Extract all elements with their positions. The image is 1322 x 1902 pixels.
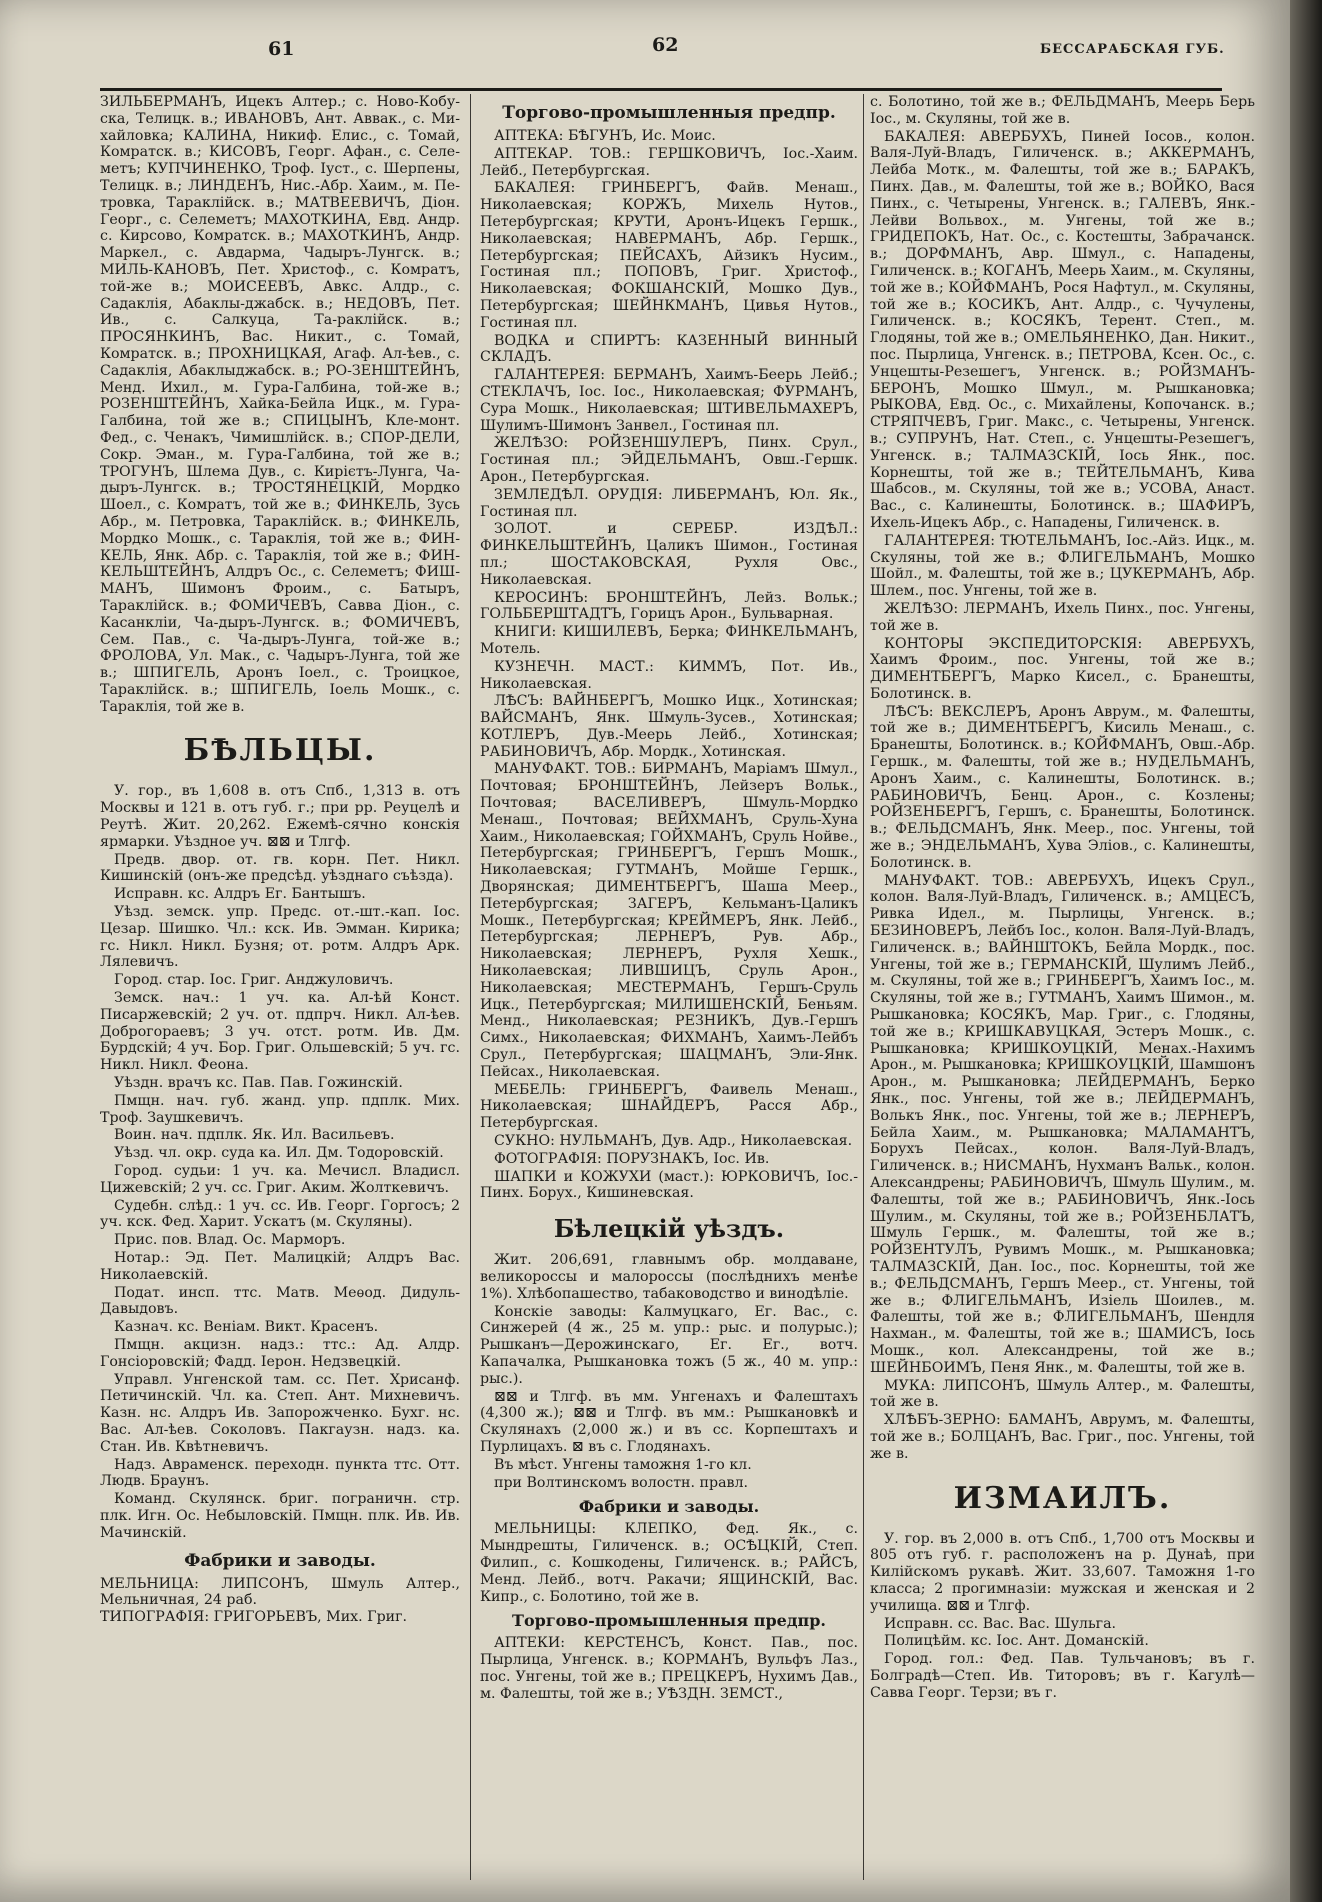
- business-entry: КЕРОСИНЪ: БРОНШТЕЙНЪ, Лейз. Вольк.; ГОЛЬБЕРШТАДТЪ, Горицъ Арон., Бульварная.: [480, 589, 858, 623]
- official-entry: Предв. двор. от. гв. корн. Пет. Никл. Кишинскій (онъ-же предсѣд. уѣзднаго съѣзда).: [100, 851, 460, 885]
- official-entry: Город. гол.: Фед. Пав. Тульчановъ; въ г. Болградѣ—Степ. Ив. Титоровъ; въ г. Кагулѣ—Савва Георг. Терзи; въ г.: [870, 1651, 1255, 1701]
- district-description: ⊠⊠ и Тлгф. въ мм. Унгенахъ и Фалештахъ (4,300 ж.); ⊠⊠ и Тлгф. въ мм.: Рышкановкѣ и Скулянахъ (2,000 ж.) и въ сс. Корпештахъ и Пурлицахъ. ⊠ въ с. Глодянахъ.: [480, 1388, 858, 1455]
- official-entry: Полицѣйм. кс. Іос. Ант. Доманскій.: [884, 1633, 1149, 1650]
- business-entry: КУЗНЕЧН. МАСТ.: КИММЪ, Пот. Ив., Николаевская.: [480, 658, 858, 692]
- official-entry: Уѣзд. чл. окр. суда ка. Ил. Дм. Тодоровскій.: [114, 1145, 444, 1162]
- business-entry: ФОТОГРАФІЯ: ПОРУЗНАКЪ, Іос. Ив.: [494, 1150, 770, 1167]
- section-title-beltsy: БѢЛЬЦЫ.: [183, 733, 377, 769]
- district-description: при Волтинскомъ волостн. правл.: [494, 1474, 749, 1491]
- column-2: [480, 94, 858, 1880]
- official-entry: Воин. нач. пдплк. Як. Ил. Васильевъ.: [114, 1127, 395, 1144]
- subsection-title: Торгово-промышленныя предпр.: [512, 1611, 826, 1631]
- running-head: БЕССАРАБСКАЯ ГУБ.: [1040, 42, 1225, 57]
- official-entry: Пмщн. акцизн. надз.: ттс.: Ад. Алдр. Гонсіоровскій; Фадд. Іерон. Недзвецкій.: [100, 1336, 460, 1370]
- page-header: [0, 30, 1260, 70]
- business-entry: ХЛѢБЪ-ЗЕРНО: БАМАНЪ, Аврумъ, м. Фалешты, той же в.; БОЛЦАНЪ, Вас. Григ., пос. Унгены, той же в.: [870, 1412, 1255, 1462]
- business-entry: ЗОЛОТ. и СЕРЕБР. ИЗДѢЛ.: ФИНКЕЛЬШТЕЙНЪ, Цаликъ Шимон., Гостиная пл.; ШОСТАКОВСКАЯ, Рухля Овс., Николаевская.: [480, 521, 858, 588]
- business-entry: БАКАЛЕЯ: АВЕРБУХЪ, Пиней Іосов., колон. Валя-Луй-Владъ, Гиличенск. в.; АККЕРМАНЪ, Лейба Мотк., м. Фалешты, той же в.; БАРАКЪ, Пинх. Дав., м. Фалешты, той же в.; ВОЙКО, Вася Пинх., с. Четырены, Унгенск. в.; ГАЛЕВЪ, Янк.-Лейви Вольвох., м. Унгены, той же в.; ГРИДЕПОКЪ, Нат. Ос., с. Костешты, Забрачанск. в.; ДОРФМАНЪ, Авр. Шмул., с. Нападены, Гиличенск. в.; КОГАНЪ, Меерь Хаим., м. Скуляны, той же в.; КОЙФМАНЪ, Рося Нафтул., м. Скуляны, той же в.; КОСИКЪ, Ант. Алдр., с. Чучулены, Гиличенск. в.; КОСЯКЪ, Терент. Степ., м. Глодяны, той же в.; ОМЕЛЬЯНЕНКО, Дан. Никит., пос. Пырлица, Унгенск. в.; ПЕТРОВА, Ксен. Ос., с. Унцешты-Резешегъ, Унгенск. в.; РОЙЗМАНЪ-БЕРОНЪ, Мошко Шмул., м. Рышкановка; РЫКОВА, Евд. Ос., с. Михайлены, Копочанск. в.; СТРЯПЧЕВЪ, Григ. Макс., с. Четырены, Унгенск. в.; СУПРУНЪ, Нат. Степ., с. Унцешты-Резешегъ, Унгенск. в.; ТАЛМАЗСКІЙ, Іось Янк., пос. Корнешты, той же в.; ТЕЙТЕЛЬМАНЪ, Кива Шабсов., м. Скуляны, той же в.; УСОВА, Анаст. Вас., с. Калинешты, Болотинск. в.; ШАФИРЪ, Ихель-Ицекъ Абр., с. Нападены, Гиличенск. в.: [870, 128, 1255, 531]
- official-entry: Казнач. кс. Веніам. Викт. Красенъ.: [114, 1319, 379, 1336]
- official-entry: Уѣздн. врачъ кс. Пав. Пав. Гожинскій.: [114, 1075, 403, 1092]
- official-entry: Команд. Скулянск. бриг. пограничн. стр. плк. Игн. Ос. Небыловскій. Пмщн. плк. Ив. Ив. Мачинскій.: [100, 1491, 460, 1541]
- official-entry: Город. стар. Іос. Григ. Анджуловичъ.: [114, 972, 394, 989]
- district-description: Конскіе заводы: Калмуцкаго, Ег. Вас., с. Синжерей (4 ж., 25 м. упр.: рыс. и полурыс.); Рышканъ—Дерожинскаго, Ег. Ег., вотч. Капачалка, Рышкановка тожъ (5 ж., 40 м. упр.: рыс.).: [480, 1303, 858, 1387]
- page-number-left: 61: [268, 38, 295, 60]
- business-entry: МАНУФАКТ. ТОВ.: АВЕРБУХЪ, Ицекъ Срул., колон. Валя-Луй-Владъ, Гиличенск. в.; АМЦЕСЪ, Ривка Идел., м. Пырлицы, Унгенск. в.; БЕЗИНОВЕРЪ, Лейбъ Іос., колон. Валя-Луй-Владъ, Гиличенск. в.; ВАЙНШТОКЪ, Бейла Мордк., пос. Унгены, той же в.; ГЕРМАНСКІЙ, Шулимъ Лейб., м. Скуляны, той же в.; ГРИНБЕРГЪ, Хаимъ Іос., м. Скуляны, той же в.; ГУТМАНЪ, Хаимъ Шимон., м. Рышкановка; КОСЯКЪ, Мар. Григ., с. Глодяны, той же в.; КРИШКАВУЦКАЯ, Эстеръ Мошк., с. Рышкановка; КРИШКОУЦКІЙ, Менах.-Нахимъ Арон., м. Рышкановка; КРИШКОУЦКІЙ, Шамшонъ Арон., м. Рышкановка; ЛЕЙДЕРМАНЪ, Берко Янк., пос. Унгены, той же в.; ЛЕЙДЕРМАНЪ, Волькъ Янк., пос. Унгены, той же в.; ЛЕРНЕРЪ, Бейла Хаим., м. Рышкановка; МАЛАМАНТЪ, Борухъ Пейсах., колон. Валя-Луй-Владъ, Гиличенск. в.; НИСМАНЪ, Нухманъ Вальк., колон. Александрены; РАБИНОВИЧЪ, Шмуль Шулим., м. Фалешты, той же в.; РАБИНОВИЧЪ, Янк.-Іось Шулим., м. Скуляны, той же в.; РОЙЗЕНБЛАТЪ, Шмуль Гершк., м. Фалешты, той же в.; РОЙЗЕНТУЛЪ, Рувимъ Мошк., м. Рышкановка; ТАЛМАЗСКІЙ, Дан. Іос., пос. Корнешты, той же в.; ФЕЛЬДСМАНЪ, Гершъ Меер., ст. Унгены, той же в.; ФЛИГЕЛЬМАНЪ, Изіель Шоилев., м. Фалешты, той же в.; ФЛИГЕЛЬМАНЪ, Шендля Нахман., м. Фалешты, той же в.; ШАМИСЪ, Іось Мошк., кол. Александрены, той же в.; ШЕЙНБОИМЪ, Пеня Янк., м. Фалешты, той же в.: [870, 872, 1255, 1376]
- section-title-izmail: ИЗМАИЛЪ.: [953, 1480, 1172, 1516]
- column-divider-1: [470, 94, 471, 1880]
- business-entry: ЗЕМЛЕДѢЛ. ОРУДІЯ: ЛИБЕРМАНЪ, Юл. Як., Гостиная пл.: [480, 486, 858, 520]
- business-entry: МЕЛЬНИЦА: ЛИПСОНЪ, Шмуль Алтер., Мельничная, 24 раб.: [100, 1575, 460, 1609]
- official-entry: Город. судьи: 1 уч. ка. Мечисл. Владисл. Цижевскій; 2 уч. сс. Григ. Аким. Жолткевичъ.: [100, 1163, 460, 1196]
- business-entry: СУКНО: НУЛЬМАНЪ, Дув. Адр., Николаевская.: [494, 1133, 853, 1150]
- town-description: У. гор. въ 2,000 в. отъ Спб., 1,700 отъ Москвы и 805 отъ губ. г. расположенъ на р. Дунаѣ, при Килійскомъ рукавѣ. Жит. 33,607. Таможня 1-го класса; 2 прогимназіи: мужская и женская и 2 училища. ⊠⊠ и Тлгф.: [870, 1530, 1255, 1614]
- business-entry: КНИГИ: КИШИЛЕВЪ, Берка; ФИНКЕЛЬМАНЪ, Мотель.: [480, 624, 858, 657]
- business-entry: с. Болотино, той же в.; ФЕЛЬДМАНЪ, Меерь Берь Іос., м. Скуляны, той же в.: [870, 94, 1255, 127]
- town-description: У. гор., въ 1,608 в. отъ Спб., 1,313 в. отъ Москвы и 121 в. отъ губ. г.; при рр. Реуцелѣ и Реутѣ. Жит. 20,262. Ежемѣ-сячно конскія ярмарки. Уѣздное уч. ⊠⊠ и Тлгф.: [100, 783, 460, 850]
- business-entry: АПТЕКА: БѢГУНЪ, Ис. Моис.: [494, 128, 716, 144]
- subsection-title: Фабрики и заводы.: [578, 1497, 760, 1517]
- business-entry: ГАЛАНТЕРЕЯ: ТЮТЕЛЬМАНЪ, Іос.-Айз. Ицк., м. Скуляны, той же в.; ФЛИГЕЛЬМАНЪ, Мошко Шойл., м. Фалешты, той же в.; ЦУКЕРМАНЪ, Абр. Шлем., пос. Унгены, той же в.: [870, 532, 1255, 600]
- book-edge: [1290, 0, 1322, 1902]
- official-entry: Подат. инсп. ттс. Матв. Меѳод. Дидуль-Давыдовъ.: [100, 1284, 460, 1318]
- business-entry: ЛѢСЪ: ВЕКСЛЕРЪ, Аронъ Аврум., м. Фалешты, той же в.; ДИМЕНТБЕРГЪ, Кисиль Менаш., с. Бранешты, Болотинск. в.; КОЙФМАНЪ, Овш.-Абр. Гершк., м. Фалешты, той же в.; НУДЕЛЬМАНЪ, Аронъ Хаим., с. Калинешты, Болотинск. в.; РАБИНОВИЧЪ, Бенц. Арон., с. Козлены; РОЙЗЕНБЕРГЪ, Гершъ, с. Бранешты, Болотинск. в.; ФЕЛЬДСМАНЪ, Янк. Меер., пос. Унгены, той же в.; ЭНДЕЛЬМАНЪ, Хува Эліов., с. Калинешты, Болотинск. в.: [870, 703, 1255, 871]
- business-entry: ТИПОГРАФІЯ: ГРИГОРЬЕВЪ, Мих. Григ.: [100, 1609, 408, 1626]
- district-description: Въ мѣст. Унгены таможня 1-го кл.: [494, 1456, 752, 1473]
- column-1: [100, 94, 460, 1880]
- business-entry: АПТЕКАР. ТОВ.: ГЕРШКОВИЧЪ, Іос.-Хаим. Лейб., Петербургская.: [480, 145, 858, 179]
- official-entry: Управл. Унгенской там. сс. Пет. Хрисанф. Петичинскій. Чл. ка. Степ. Ант. Михневичъ. Казн. нс. Алдръ Ив. Запорожченко. Бухг. нс. Вас. Ал-ѣев. Соколовъ. Пакгаузн. надз. ка. Стан. Ив. Квѣтневичъ.: [100, 1371, 460, 1455]
- business-entry: БАКАЛЕЯ: ГРИНБЕРГЪ, Файв. Менаш., Николаевская; КОРЖЪ, Михель Нутов., Петербургская; КРУТИ, Аронъ-Ицекъ Гершк., Николаевская; НАВЕРМАНЪ, Абр. Гершк., Петербургская; ПЕЙСАХЪ, Айзикъ Нусим., Гостиная пл.; ПОПОВЪ, Григ. Христоф., Николаевская; ФОКШАНСКІЙ, Мошко Дув., Петербургская; ШЕЙНКМАНЪ, Цивья Нутов., Гостиная пл.: [480, 180, 858, 331]
- business-entry: ШАПКИ и КОЖУХИ (маст.): ЮРКОВИЧЪ, Іос.-Пинх. Борух., Кишиневская.: [480, 1168, 858, 1202]
- business-entry: ЖЕЛѢЗО: РОЙЗЕНШУЛЕРЪ, Пинх. Срул., Гостиная пл.; ЭЙДЕЛЬМАНЪ, Овш.-Гершк. Арон., Петербургская.: [480, 435, 858, 485]
- official-entry: Уѣзд. земск. упр. Предс. от.-шт.-кап. Іос. Цезар. Шишко. Чл.: кск. Ив. Эмман. Кирика; гс. Никл. Никл. Бузня; от. ротм. Алдръ Арк. Лялевичъ.: [100, 904, 460, 971]
- official-entry: Судебн. слѣд.: 1 уч. сс. Ив. Георг. Горгосъ; 2 уч. кск. Фед. Харит. Ускатъ (м. Скуляны).: [100, 1197, 460, 1231]
- official-entry: Исправн. сс. Вас. Вас. Шульга.: [884, 1615, 1117, 1632]
- page-number: 62: [652, 34, 679, 56]
- official-entry: Исправн. кс. Алдръ Ег. Бантышъ.: [114, 886, 366, 903]
- column-3: [870, 94, 1255, 1880]
- district-description: Жит. 206,691, главнымъ обр. молдаване, великороссы и малороссы (послѣднихъ менѣе 1%). Хлѣбопашество, табаководство и винодѣліе.: [480, 1252, 858, 1302]
- business-entry: ЛѢСЪ: ВАЙНБЕРГЪ, Мошко Ицк., Хотинская; ВАЙСМАНЪ, Янк. Шмуль-Зусев., Хотинская; КОТЛЕРЪ, Дув.-Меерь Лейб., Хотинская; РАБИНОВИЧЪ, Абр. Мордк., Хотинская.: [480, 693, 858, 760]
- official-entry: Прис. пов. Влад. Ос. Марморъ.: [114, 1232, 346, 1249]
- official-entry: Нотар.: Эд. Пет. Малицкій; Алдръ Вас. Николаевскій.: [100, 1250, 460, 1283]
- business-entry: МЕЛЬНИЦЫ: КЛЕПКО, Фед. Як., с. Мындрешты, Гиличенск. в.; ОСѢЦКІЙ, Степ. Филип., с. Кошкодены, Гиличенск. в.; РАЙСЪ, Менд. Лейб., вотч. Ракачи; ЯЩИНСКІЙ, Вас. Кипр., с. Болотино, той же в.: [480, 1521, 858, 1605]
- business-entry: КОНТОРЫ ЭКСПЕДИТОРСКІЯ: АВЕРБУХЪ, Хаимъ Фроим., пос. Унгены, той же в.; ДИМЕНТБЕРГЪ, Марко Кисел., с. Бранешты, Болотинск. в.: [870, 635, 1255, 702]
- subsection-title: Торгово-промышленныя предпр.: [502, 103, 836, 123]
- column-divider-2: [863, 94, 864, 1880]
- official-entry: Земск. нач.: 1 уч. ка. Ал-ѣй Конст. Писаржевскій; 2 уч. от. пдпрч. Никл. Ал-ѣев. Доброгораевъ; 3 уч. отст. ротм. Ив. Дм. Бурдскій; 4 уч. Бор. Григ. Ольшевскій; 5 уч. гс. Никл. Никл. Феона.: [100, 990, 460, 1074]
- business-entry: МАНУФАКТ. ТОВ.: БИРМАНЪ, Маріамъ Шмул., Почтовая; БРОНШТЕЙНЪ, Лейзеръ Вольк., Почтовая; ВАСЕЛИВЕРЪ, Шмуль-Мордко Менаш., Почтовая; ВЕЙХМАНЪ, Сруль-Хуна Хаим., Николаевская; ГОЙХМАНЪ, Сруль Нойве., Петербургская; ГРИНБЕРГЪ, Гершъ Мошк., Николаевская; ГУТМАНЪ, Мойше Гершк., Дворянская; ДИМЕНТБЕРГЪ, Шаша Меер., Петербургская; ЗАГЕРЪ, Кельманъ-Цаликъ Мошк., Петербургская; КРЕЙМЕРЪ, Янк. Лейб., Петербургская; ЛЕРНЕРЪ, Рув. Абр., Николаевская; ЛЕРНЕРЪ, Рухля Хешк., Николаевская; ЛИВШИЦЪ, Сруль Арон., Николаевская; МЕСТЕРМАНЪ, Гершъ-Сруль Ицк., Петербургская; МИЛИШЕНСКІЙ, Беньям. Менд., Николаевская; РЕЗНИКЪ, Дув.-Гершъ Симх., Николаевская; ФИХМАНЪ, Хаимъ-Лейбъ Срул., Петербургская; ШАЦМАНЪ, Эли-Янк. Пейсах., Николаевская.: [480, 761, 858, 1080]
- business-entry: ВОДКА и СПИРТЪ: КАЗЕННЫЙ ВИННЫЙ СКЛАДЪ.: [480, 332, 858, 366]
- business-entry: ГАЛАНТЕРЕЯ: БЕРМАНЪ, Хаимъ-Беерь Лейб.; СТЕКЛАЧЪ, Іос. Іос., Николаевская; ФУРМАНЪ, Сура Мошк., Николаевская; ШТИВЕЛЬМАХЕРЪ, Шулимъ-Шимонъ Занвел., Гостиная пл.: [480, 367, 858, 434]
- header-rule: [100, 88, 1222, 91]
- section-title-uezd: Бѣлецкій уѣздъ.: [553, 1214, 785, 1244]
- business-entry: АПТЕКИ: КЕРСТЕНСЪ, Конст. Пав., пос. Пырлица, Унгенск. в.; КОРМАНЪ, Вульфъ Лаз., пос. Унгены, той же в.; ПРЕЦКЕРЪ, Нухимъ Дав., м. Фалешты, той же в.; УѢЗДН. ЗЕМСТ.,: [480, 1635, 858, 1702]
- official-entry: Пмщн. нач. губ. жанд. упр. пдплк. Мих. Троф. Заушкевичъ.: [100, 1092, 460, 1126]
- official-entry: Надз. Авраменск. переходн. пункта ттс. Отт. Людв. Браунъ.: [100, 1456, 460, 1490]
- business-entry: МУКА: ЛИПСОНЪ, Шмуль Алтер., м. Фалешты, той же в.: [870, 1377, 1255, 1411]
- business-entry: ЖЕЛѢЗО: ЛЕРМАНЪ, Ихель Пинх., пос. Унгены, той же в.: [870, 600, 1255, 634]
- business-entry: МЕБЕЛЬ: ГРИНБЕРГЪ, Фаивель Менаш., Николаевская; ШНАЙДЕРЪ, Расся Абр., Петербургская.: [480, 1081, 858, 1132]
- entry-list: ЗИЛЬБЕРМАНЪ, Ицекъ Алтер.; с. Ново-Кобу-ска, Телицк. в.; ИВАНОВЪ, Ант. Аввак., с. Ми-хайловка; КАЛИНА, Никиф. Елис., с. Томай, Комратск. в.; КИСОВЪ, Георг. Афан., с. Селе-метъ; КУПЧИНЕНКО, Троф. Іуст., с. Шерпены, Телицк. в.; ЛИНДЕНЪ, Нис.-Абр. Хаим., м. Пе-тровка, Тараклійск. в.; МАТВЕЕВИЧЪ, Діон. Георг., с. Селеметъ; МАХОТКИНА, Евд. Андр. с. Кирсово, Комратск. в.; МАХОТКИНЪ, Андр. Маркел., с. Авдарма, Чадыръ-Лунгск. в.; МИЛЬ-КАНОВЪ, Пет. Христоф., с. Комратъ, той-же в.; МОИСЕЕВЪ, Авкс. Алдр., с. Садаклія, Абаклы-джабск. в.; НЕДОВЪ, Пет. Ив., с. Салкуца, Та-раклійск. в.; ПРОСЯНКИНЪ, Вас. Никит., с. Томай, Комратск. в.; ПРОХНИЦКАЯ, Агаф. Ал-ѣев., с. Садаклія, Абаклыджабск. в.; РО-ЗЕНШТЕЙНЪ, Менд. Ихил., м. Гура-Галбина, той-же в.; РОЗЕНШТЕЙНЪ, Хайка-Бейла Ицк., м. Гура-Галбина, той же в.; СПИЦЫНЪ, Кле-монт. Фед., с. Ченакъ, Чимишлійск. в.; СПОР-ДЕЛИ, Сокр. Эман., м. Гура-Галбина, той же в.; ТРОГУНЪ, Шлема Дув., с. Кирієтъ-Лунга, Ча-дыръ-Лунгск. в.; ТРОСТЯНЕЦКІЙ, Мордко Шоел., с. Комратъ, той же в.; ФИНКЕЛЬ, Зусь Абр., м. Петровка, Тараклійск. в.; ФИНКЕЛЬ, Мордко Мошк., с. Тараклія, той же в.; ФИН-КЕЛЬ, Янк. Абр. с. Тараклія, той же в.; ФИН-КЕЛЬШТЕЙНЪ, Алдръ Ос., с. Селеметъ; ФИШ-МАНЪ, Шимонъ Фроим., с. Батыръ, Тараклійск. в.; ФОМИЧЕВЪ, Савва Діон., с. Касанкліи, Ча-дыръ-Лунгск. в.; ФОМИЧЕВЪ, Сем. Пав., с. Ча-дыръ-Лунга, той-же в.; ФРОЛОВА, Ул. Мак., с. Чадыръ-Лунга, той же в.; ШПИГЕЛЬ, Аронъ Іоел., с. Троицкое, Тараклійск. в.; ШПИГЕЛЬ, Іоель Мошк., с. Тараклія, той же в.: [100, 94, 460, 715]
- subsection-title: Фабрики и заводы.: [184, 1550, 376, 1571]
